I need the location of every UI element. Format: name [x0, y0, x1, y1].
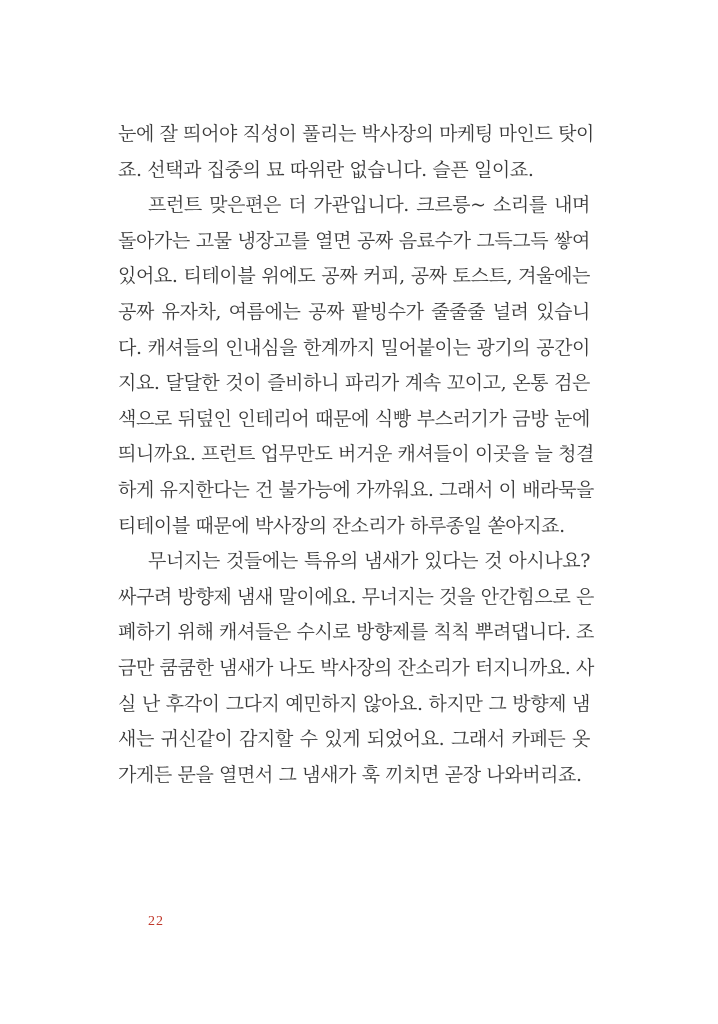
text-line: 눈에 잘 띄어야 직성이 풀리는 박사장의 마케팅 마인드 탓이: [118, 123, 595, 145]
text-line: 지요. 달달한 것이 즐비하니 파리가 계속 꼬이고, 온통 검은: [118, 372, 590, 395]
text-line: 가게든 문을 열면서 그 냄새가 훅 끼치면 곧장 나와버리죠.: [118, 763, 582, 786]
text-line: 띄니까요. 프런트 업무만도 버거운 캐셔들이 이곳을 늘 청결: [118, 443, 595, 466]
text-line: 싸구려 방향제 냄새 말이에요. 무너지는 것을 안간힘으로 은: [118, 585, 595, 608]
text-line: 다. 캐셔들의 인내심을 한계까지 밀어붙이는 광기의 공간이: [118, 336, 590, 359]
text-line: 폐하기 위해 캐셔들은 수시로 방향제를 칙칙 뿌려댑니다. 조: [118, 621, 595, 644]
text-line: 있어요. 티테이블 위에도 공짜 커피, 공짜 토스트, 겨울에는: [118, 265, 590, 288]
text-line: 티테이블 때문에 박사장의 잔소리가 하루종일 쏟아지죠.: [118, 514, 565, 537]
paragraph: [118, 544, 595, 793]
text-line: 금만 쿰쿰한 냄새가 나도 박사장의 잔소리가 터지니까요. 사: [118, 656, 595, 679]
page-number: 22: [148, 914, 164, 929]
text-line: 색으로 뒤덮인 인테리어 때문에 식빵 부스러기가 금방 눈에: [118, 407, 590, 430]
text-line: 무너지는 것들에는 특유의 냄새가 있다는 것 아시나요?: [148, 550, 590, 573]
body-text: [118, 117, 595, 793]
text-line: 새는 귀신같이 감지할 수 있게 되었어요. 그래서 카페든 옷: [118, 728, 590, 751]
text-line: 프런트 맞은편은 더 가관입니다. 크르릉~ 소리를 내며: [148, 194, 590, 217]
paragraph: [118, 188, 595, 544]
paragraph: [118, 117, 595, 188]
text-line: 공짜 유자차, 여름에는 공짜 팥빙수가 줄줄줄 널려 있습니: [118, 300, 590, 323]
text-line: 죠. 선택과 집중의 묘 따위란 없습니다. 슬픈 일이죠.: [118, 158, 534, 181]
text-line: 돌아가는 고물 냉장고를 열면 공짜 음료수가 그득그득 쌓여: [118, 229, 590, 252]
text-line: 하게 유지한다는 건 불가능에 가까워요. 그래서 이 배라묵을: [118, 478, 595, 501]
text-line: 실 난 후각이 그다지 예민하지 않아요. 하지만 그 방향제 냄: [118, 692, 590, 715]
